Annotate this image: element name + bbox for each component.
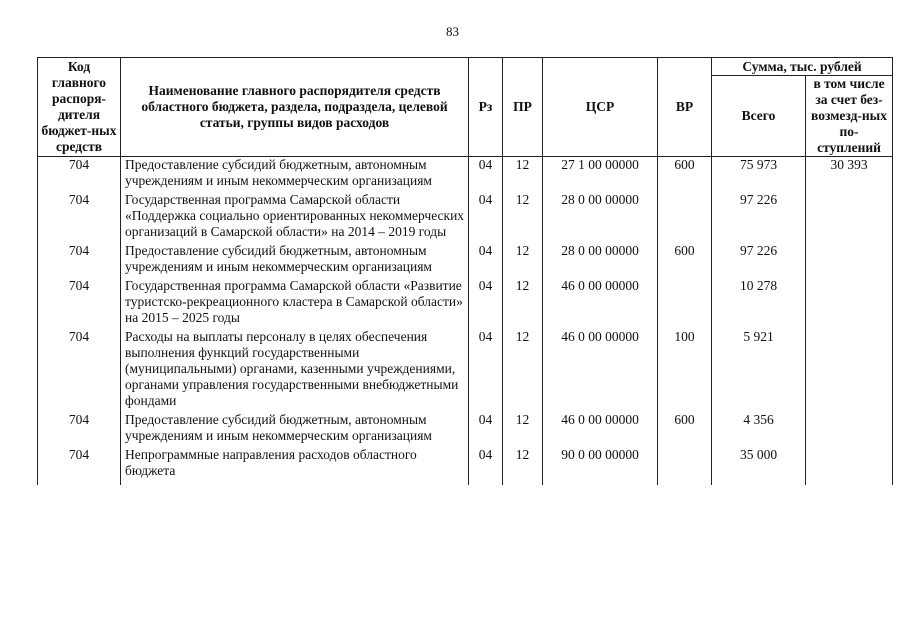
table-row [38, 278, 893, 329]
cell-rz: 04 [469, 329, 503, 412]
cell-total: 4 356 [712, 412, 806, 447]
table-row [38, 243, 893, 278]
cell-rz: 04 [469, 192, 503, 243]
header-rz: Рз [469, 58, 503, 157]
cell-csr: 28 0 00 00000 [543, 192, 658, 243]
table-row [38, 157, 893, 193]
cell-code: 704 [38, 157, 121, 193]
cell-name: Предоставление субсидий бюджетным, автономным учреждениям и иным некоммерческим организациям [121, 412, 469, 447]
cell-vr: 600 [658, 243, 712, 278]
cell-pr: 12 [503, 329, 543, 412]
cell-total: 97 226 [712, 243, 806, 278]
cell-vr [658, 447, 712, 485]
cell-csr: 28 0 00 00000 [543, 243, 658, 278]
cell-csr: 27 1 00 00000 [543, 157, 658, 193]
cell-csr: 46 0 00 00000 [543, 329, 658, 412]
budget-table [37, 57, 893, 485]
header-csr: ЦСР [543, 58, 658, 157]
cell-name: Государственная программа Самарской области «Развитие туристско-рекреационного кластера в Самарской области» на 2015 – 2025 годы [121, 278, 469, 329]
cell-incl [806, 243, 893, 278]
header-name: Наименование главного распорядителя средств областного бюджета, раздела, подраздела, целевой статьи, группы видов расходов [121, 58, 469, 157]
table-row [38, 192, 893, 243]
cell-rz: 04 [469, 278, 503, 329]
header-vr: ВР [658, 58, 712, 157]
cell-pr: 12 [503, 447, 543, 485]
cell-name: Предоставление субсидий бюджетным, автономным учреждениям и иным некоммерческим организациям [121, 157, 469, 193]
cell-vr: 600 [658, 157, 712, 193]
cell-rz: 04 [469, 157, 503, 193]
cell-incl [806, 278, 893, 329]
cell-vr: 600 [658, 412, 712, 447]
cell-incl [806, 447, 893, 485]
header-code: Код главного распоря-дителя бюджет-ных средств [38, 58, 121, 157]
cell-code: 704 [38, 447, 121, 485]
cell-name: Расходы на выплаты персоналу в целях обеспечения выполнения функций государственными (муниципальными) органами, казенными учреждениями, органами управления государственными внебюджетными фондами [121, 329, 469, 412]
cell-rz: 04 [469, 447, 503, 485]
cell-name: Непрограммные направления расходов областного бюджета [121, 447, 469, 485]
cell-vr: 100 [658, 329, 712, 412]
page-number: 83 [446, 24, 459, 39]
table-row [38, 447, 893, 485]
cell-pr: 12 [503, 278, 543, 329]
header-total: Всего [712, 76, 806, 157]
cell-total: 35 000 [712, 447, 806, 485]
cell-pr: 12 [503, 243, 543, 278]
cell-code: 704 [38, 412, 121, 447]
cell-csr: 46 0 00 00000 [543, 278, 658, 329]
cell-code: 704 [38, 243, 121, 278]
cell-total: 10 278 [712, 278, 806, 329]
cell-incl: 30 393 [806, 157, 893, 193]
cell-code: 704 [38, 329, 121, 412]
cell-pr: 12 [503, 192, 543, 243]
header-sum: Сумма, тыс. рублей [712, 58, 893, 76]
cell-code: 704 [38, 192, 121, 243]
header-pr: ПР [503, 58, 543, 157]
cell-name: Предоставление субсидий бюджетным, автономным учреждениям и иным некоммерческим организациям [121, 243, 469, 278]
cell-code: 704 [38, 278, 121, 329]
cell-total: 97 226 [712, 192, 806, 243]
table-row [38, 412, 893, 447]
cell-incl [806, 412, 893, 447]
cell-csr: 90 0 00 00000 [543, 447, 658, 485]
header-incl: в том числе за счет без-возмезд-ных по-ступлений [806, 76, 893, 157]
cell-rz: 04 [469, 243, 503, 278]
cell-total: 75 973 [712, 157, 806, 193]
cell-vr [658, 192, 712, 243]
cell-pr: 12 [503, 412, 543, 447]
table-row [38, 329, 893, 412]
cell-rz: 04 [469, 412, 503, 447]
cell-pr: 12 [503, 157, 543, 193]
cell-incl [806, 192, 893, 243]
cell-csr: 46 0 00 00000 [543, 412, 658, 447]
cell-vr [658, 278, 712, 329]
cell-incl [806, 329, 893, 412]
cell-name: Государственная программа Самарской области «Поддержка социально ориентированных некоммерческих организаций в Самарской области» на 2014 – 2019 годы [121, 192, 469, 243]
cell-total: 5 921 [712, 329, 806, 412]
header-row [38, 58, 893, 76]
